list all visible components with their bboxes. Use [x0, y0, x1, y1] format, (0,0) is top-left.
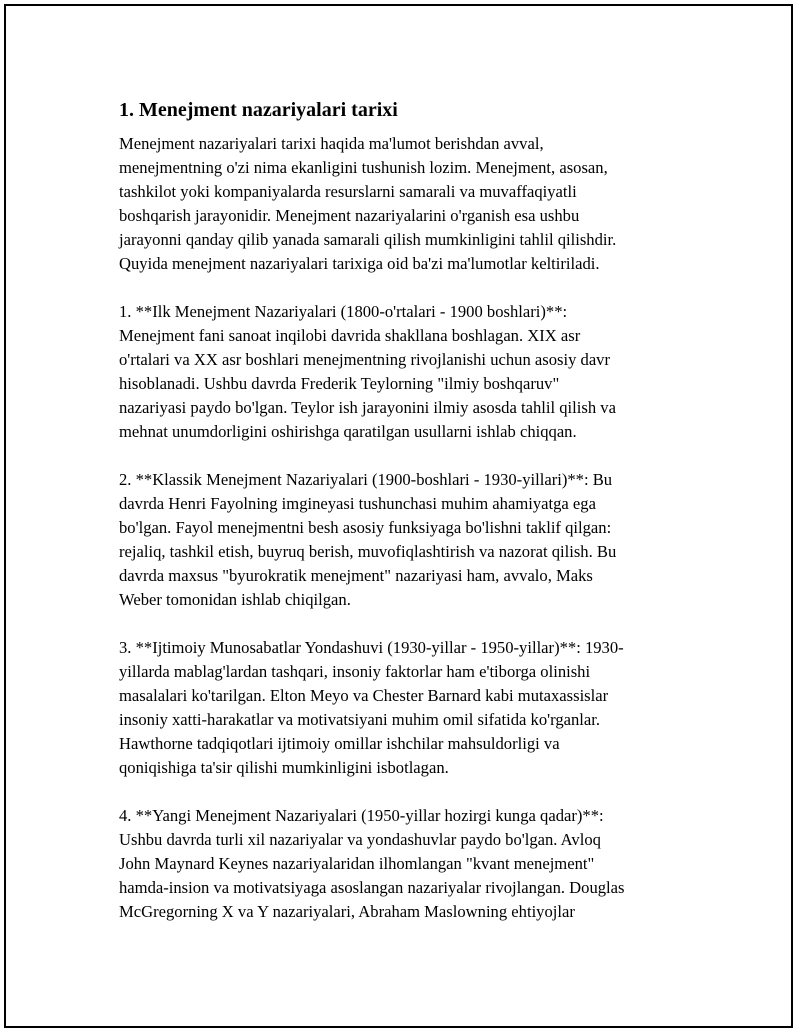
section-2-paragraph: 2. **Klassik Menejment Nazariyalari (1900-boshlari - 1930-yillari)**: Bu davrda Henri Fayolning imgineyasi tushunchasi muhim ahamiyatga ega bo'lgan. Fayol menejmentni besh asosiy funksiyaga bo'lishni taklif qilgan: rejaliq, tashkil etish, buyruq berish, muvofiqlashtirish va nazorat qilish. Bu davrda maxsus "byurokratik menejment" nazariyasi ham, avvalo, Maks Weber tomonidan ishlab chiqilgan. — [119, 470, 617, 609]
document-page — [4, 4, 793, 1028]
intro-paragraph: Menejment nazariyalari tarixi haqida ma'lumot berishdan avval, menejmentning o'zi nima ekanligini tushunish lozim. Menejment, asosan, tashkilot yoki kompaniyalarda resurslarni samarali va muvaffaqiyatli boshqarish jarayonidir. Menejment nazariyalarini o'rganish esa ushbu jarayonni qanday qilib yanada samarali qilish mumkinligini tahlil qilishdir. Quyida menejment nazariyalari tarixiga oid ba'zi ma'lumotlar keltiriladi. — [119, 134, 617, 273]
document-title: 1. Menejment nazariyalari tarixi — [119, 99, 398, 121]
section-3-paragraph: 3. **Ijtimoiy Munosabatlar Yondashuvi (1930-yillar - 1950-yillar)**: 1930- yillarda mablag'lardan tashqari, insoniy faktorlar ham e'tiborga olinishi masalalari ko'tarilgan. Elton Meyo va Chester Barnard kabi mutaxassislar insoniy xatti-harakatlar va motivatsiyani muhim omil sifatida ko'rganlar. Hawthorne tadqiqotlari ijtimoiy omillar ishchilar mahsuldorligi va qoniqishiga ta'sir qilishi mumkinligini isbotlagan. — [119, 638, 624, 777]
section-1-paragraph: 1. **Ilk Menejment Nazariyalari (1800-o'rtalari - 1900 boshlari)**: Menejment fani sanoat inqilobi davrida shakllana boshlagan. XIX asr o'rtalari va XX asr boshlari menejmentning rivojlanishi uchun asosiy davr hisoblanadi. Ushbu davrda Frederik Teylorning "ilmiy boshqaruv" nazariyasi paydo bo'lgan. Teylor ish jarayonini ilmiy asosda tahlil qilish va mehnat unumdorligini oshirishga qaratilgan usullarni ishlab chiqqan. — [119, 302, 616, 441]
document-body — [119, 97, 694, 924]
section-4-paragraph: 4. **Yangi Menejment Nazariyalari (1950-yillar hozirgi kunga qadar)**: Ushbu davrda turli xil nazariyalar va yondashuvlar paydo bo'lgan. Avloq John Maynard Keynes nazariyalaridan ilhomlangan "kvant menejment" hamda-insion va motivatsiyaga asoslangan nazariyalar rivojlangan. Douglas McGregorning X va Y nazariyalari, Abraham Maslowning ehtiyojlar — [119, 806, 625, 921]
